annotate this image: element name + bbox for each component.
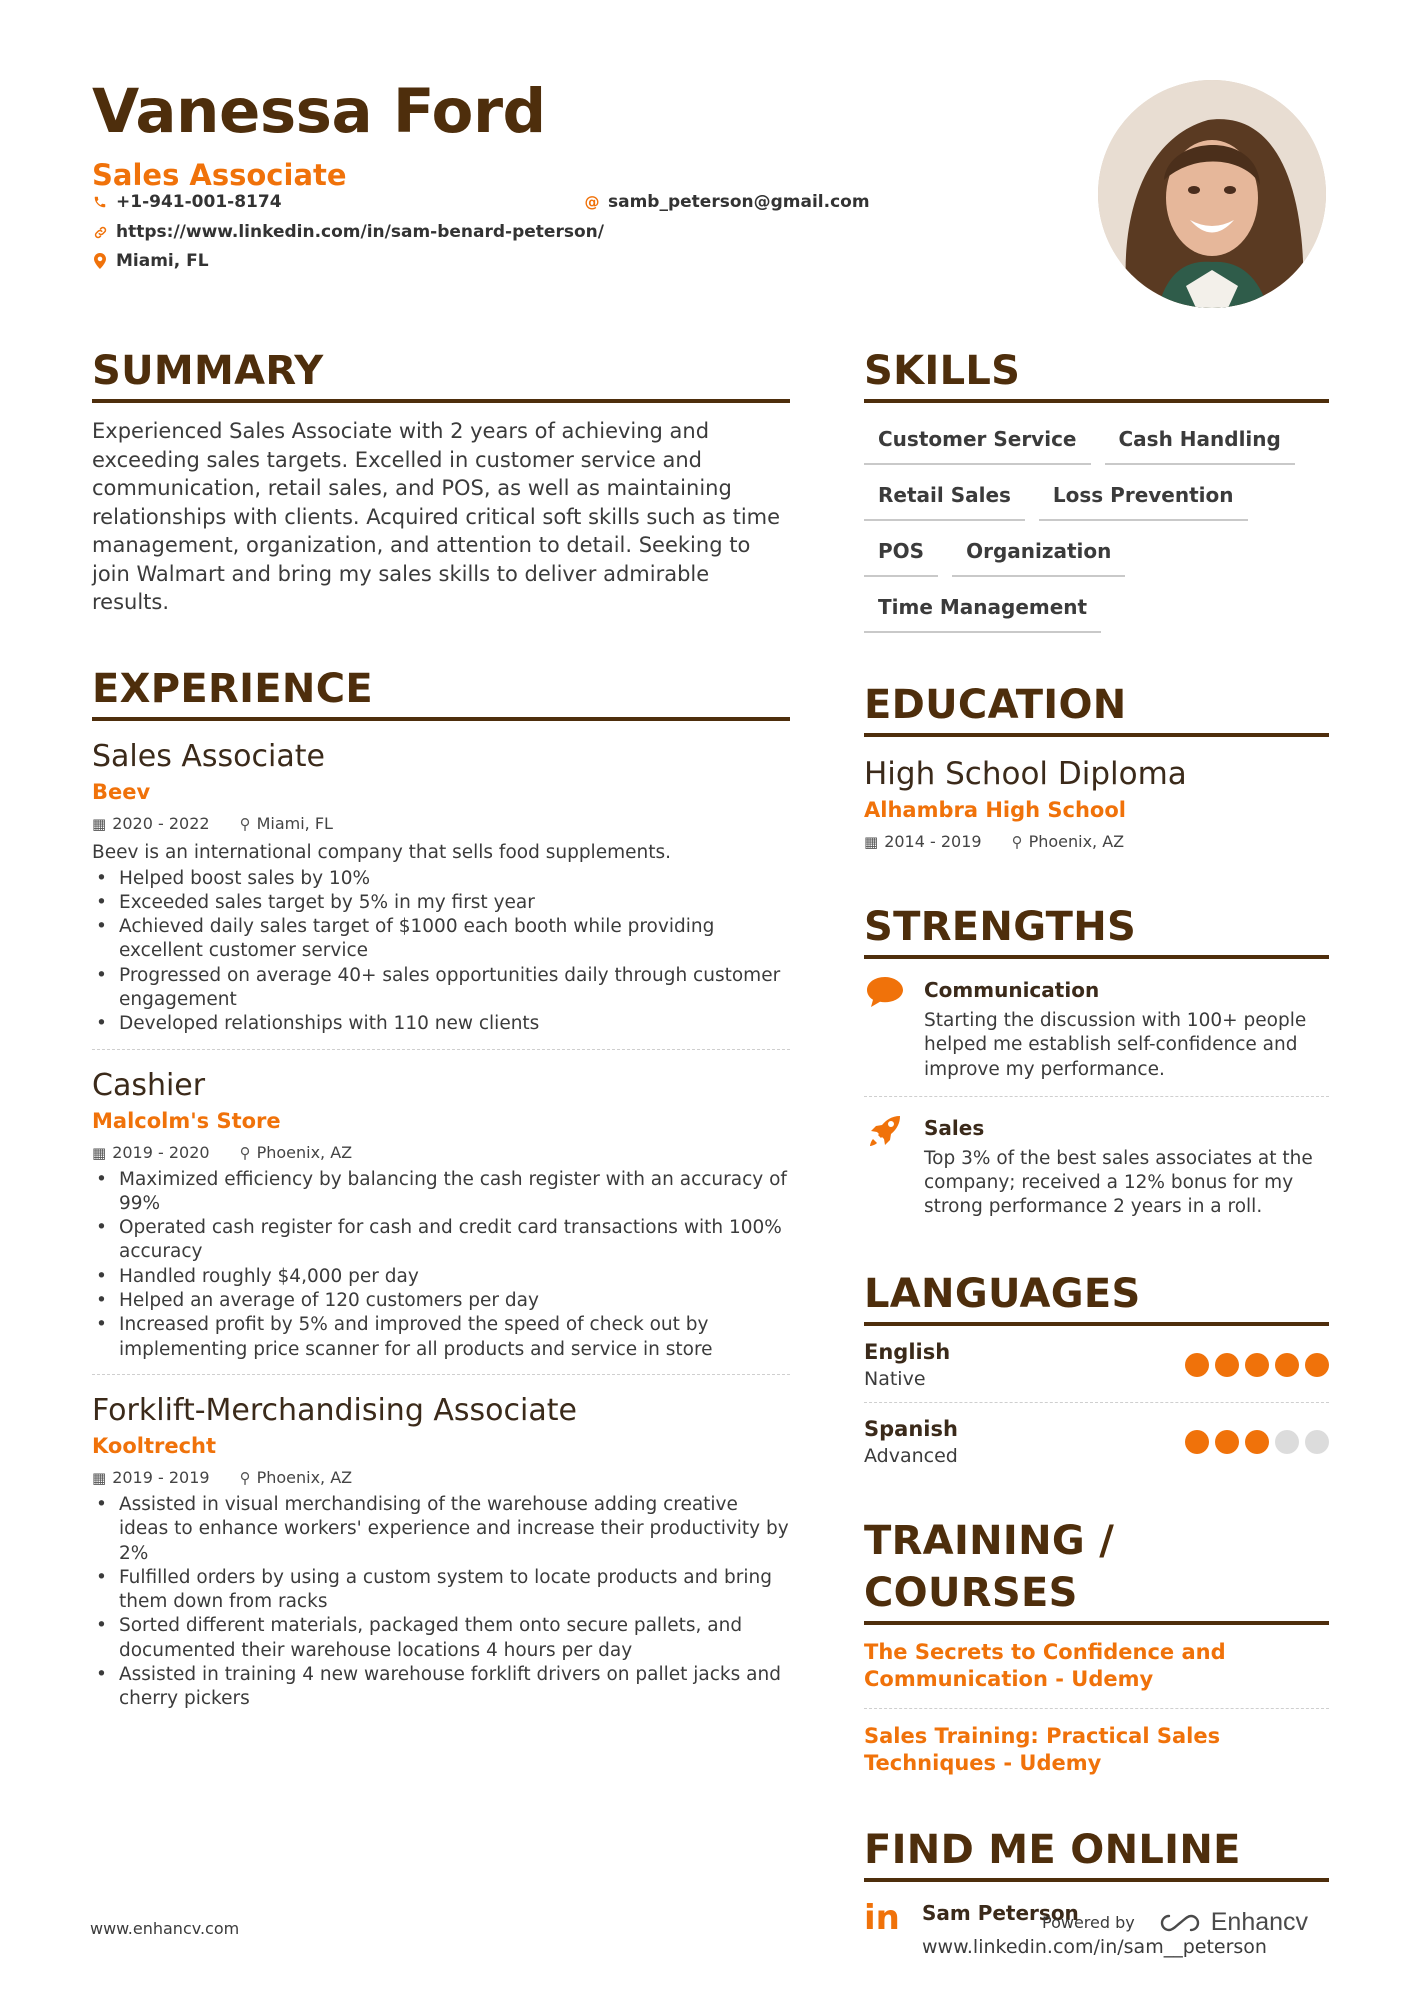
job-bullet: • Developed relationships with 110 new clients xyxy=(92,1012,790,1036)
strength-desc: Top 3% of the best sales associates at the company; received a 12% bonus for my strong performance 2 years in a roll. xyxy=(924,1147,1313,1218)
job-company: Kooltrecht xyxy=(92,1433,217,1458)
linkedin-icon: in xyxy=(864,1897,900,1938)
skills-list xyxy=(864,421,1329,633)
job-bullet: • Achieved daily sales target of $1000 each booth while providing excellent customer service xyxy=(92,915,790,964)
job-bullet: • Sorted different materials, packaged them onto secure pallets, and documented their warehouse locations 4 hours per day xyxy=(92,1614,790,1663)
job-dates: 2019 - 2019 xyxy=(112,1467,210,1487)
link-icon xyxy=(92,225,108,240)
experience-item xyxy=(92,737,790,1050)
skills-heading: SKILLS xyxy=(864,345,1329,403)
phone-text: +1-941-001-8174 xyxy=(116,192,282,212)
training-heading: TRAINING / COURSES xyxy=(864,1515,1329,1625)
skill-tag: POS xyxy=(864,533,938,577)
rating-dot-empty xyxy=(1305,1430,1329,1454)
rating-dot-filled xyxy=(1185,1353,1209,1377)
calendar-icon: ▦ xyxy=(92,1143,107,1162)
resume-header xyxy=(92,72,992,194)
skill-tag: Time Management xyxy=(864,589,1101,633)
education-dates: 2014 - 2019 xyxy=(884,832,982,851)
online-url[interactable]: www.linkedin.com/in/sam__peterson xyxy=(922,1935,1267,1958)
skill-tag: Organization xyxy=(952,533,1125,577)
job-meta xyxy=(92,1465,790,1491)
enhancv-logo-icon xyxy=(1157,1912,1203,1934)
job-bullets xyxy=(92,1168,790,1362)
job-dates: 2019 - 2020 xyxy=(112,1142,210,1162)
job-bullet: • Operated cash register for cash and credit card transactions with 100% accuracy xyxy=(92,1216,790,1265)
job-title: Forklift-Merchandising Associate xyxy=(92,1392,577,1428)
rating-dot-filled xyxy=(1185,1430,1209,1454)
candidate-role: Sales Associate xyxy=(92,158,347,192)
calendar-icon: ▦ xyxy=(864,833,879,851)
strength-desc: Starting the discussion with 100+ people helped me establish self-confidence and improve my performance. xyxy=(924,1010,1307,1080)
rating-dot-filled xyxy=(1275,1353,1299,1377)
location-pin-icon xyxy=(92,253,108,269)
job-dates: 2020 - 2022 xyxy=(112,813,210,833)
rating-dot-filled xyxy=(1245,1353,1269,1377)
degree-title: High School Diploma xyxy=(864,756,1187,792)
strength-item xyxy=(864,959,1329,1097)
job-company: Malcolm's Store xyxy=(92,1108,281,1133)
job-bullet: • Helped an average of 120 customers per day xyxy=(92,1289,790,1313)
skill-tag: Customer Service xyxy=(864,421,1091,465)
location-pin-icon: ⚲ xyxy=(239,814,251,833)
rating-dot-empty xyxy=(1275,1430,1299,1454)
phone-row xyxy=(92,192,282,212)
enhancv-logo[interactable] xyxy=(1157,1908,1308,1937)
skill-tag: Loss Prevention xyxy=(1039,477,1248,521)
rating-dot-filled xyxy=(1245,1430,1269,1454)
rating-dot-filled xyxy=(1215,1430,1239,1454)
job-bullet: • Assisted in visual merchandising of the warehouse adding creative ideas to enhance workers' experience and increase their productivity by 2% xyxy=(92,1493,790,1566)
job-bullet: • Increased profit by 5% and improved the speed of check out by implementing price scanner for all products and service in store xyxy=(92,1313,790,1362)
job-title: Cashier xyxy=(92,1067,206,1103)
rating-dot-filled xyxy=(1215,1353,1239,1377)
job-location: Miami, FL xyxy=(256,813,333,833)
job-bullets xyxy=(92,1493,790,1712)
summary-heading: SUMMARY xyxy=(92,345,790,403)
language-rating xyxy=(1185,1353,1329,1377)
job-location: Phoenix, AZ xyxy=(256,1142,353,1162)
calendar-icon: ▦ xyxy=(92,1468,107,1487)
job-bullet: • Maximized efficiency by balancing the cash register with an accuracy of 99% xyxy=(92,1168,790,1217)
online-heading: FIND ME ONLINE xyxy=(864,1824,1329,1882)
job-location: Phoenix, AZ xyxy=(256,1467,353,1487)
strength-item xyxy=(864,1097,1329,1234)
job-bullet: • Helped boost sales by 10% xyxy=(92,867,790,891)
powered-by-label: Powered by xyxy=(1042,1913,1135,1932)
strengths-heading: STRENGTHS xyxy=(864,901,1329,959)
footer-brand xyxy=(1042,1908,1308,1937)
job-bullet: • Fulfilled orders by using a custom system to locate products and bring them down from racks xyxy=(92,1566,790,1615)
right-column xyxy=(864,345,1329,1960)
course-item[interactable]: The Secrets to Confidence and Communication - Udemy xyxy=(864,1625,1329,1709)
education-location: Phoenix, AZ xyxy=(1028,832,1125,851)
rocket-icon xyxy=(864,1113,906,1220)
job-meta xyxy=(92,811,790,837)
experience-item xyxy=(92,1391,790,1712)
linkedin-link[interactable]: https://www.linkedin.com/in/sam-benard-peterson/ xyxy=(116,222,604,242)
strength-name: Communication xyxy=(924,978,1100,1002)
job-bullets xyxy=(92,867,790,1037)
language-level: Native xyxy=(864,1367,926,1390)
at-icon: @ xyxy=(584,193,600,211)
job-bullet: • Handled roughly $4,000 per day xyxy=(92,1265,790,1289)
strength-name: Sales xyxy=(924,1115,985,1140)
profile-photo xyxy=(1098,80,1326,308)
language-name: Spanish xyxy=(864,1416,958,1441)
location-row xyxy=(92,251,209,271)
summary-text: Experienced Sales Associate with 2 years of achieving and exceeding sales targets. Excelled in customer service and communication, retail sales, and POS, as well as maintaining relationships with clients. Acquired critical soft skills such as time management, organization, and attention to detail. Seeking to join Walmart and bring my sales skills to deliver admirable results. xyxy=(92,419,781,614)
online-name: Sam Peterson xyxy=(922,1900,1079,1925)
language-level: Advanced xyxy=(864,1444,958,1467)
experience-item xyxy=(92,1066,790,1375)
calendar-icon: ▦ xyxy=(92,814,107,833)
email-link[interactable]: samb_peterson@gmail.com xyxy=(608,192,870,212)
location-pin-icon: ⚲ xyxy=(239,1468,251,1487)
linkedin-row xyxy=(92,222,604,242)
enhancv-logo-text: Enhancv xyxy=(1210,1908,1309,1936)
education-heading: EDUCATION xyxy=(864,679,1329,737)
language-rating xyxy=(1185,1430,1329,1454)
job-company: Beev xyxy=(92,779,151,804)
left-column xyxy=(92,345,790,1712)
language-item xyxy=(864,1403,1329,1479)
footer-site[interactable]: www.enhancv.com xyxy=(90,1919,240,1938)
language-item xyxy=(864,1326,1329,1403)
location-pin-icon: ⚲ xyxy=(1011,833,1023,851)
location-text: Miami, FL xyxy=(116,251,209,271)
education-meta xyxy=(864,829,1329,855)
location-pin-icon: ⚲ xyxy=(239,1143,251,1162)
job-bullet: • Assisted in training 4 new warehouse forklift drivers on pallet jacks and cherry pickers xyxy=(92,1663,790,1712)
email-row xyxy=(584,192,870,212)
experience-heading: EXPERIENCE xyxy=(92,663,790,721)
course-item[interactable]: Sales Training: Practical Sales Techniques - Udemy xyxy=(864,1723,1221,1776)
phone-icon xyxy=(92,195,108,209)
language-name: English xyxy=(864,1339,951,1364)
job-bullet: • Exceeded sales target by 5% in my first year xyxy=(92,891,790,915)
languages-heading: LANGUAGES xyxy=(864,1268,1329,1326)
rating-dot-filled xyxy=(1305,1353,1329,1377)
job-meta xyxy=(92,1140,790,1166)
skill-tag: Retail Sales xyxy=(864,477,1025,521)
school-name: Alhambra High School xyxy=(864,798,1126,822)
job-bullet: • Progressed on average 40+ sales opportunities daily through customer engagement xyxy=(92,964,790,1013)
speech-bubble-icon xyxy=(864,975,906,1082)
job-title: Sales Associate xyxy=(92,738,325,774)
candidate-name: Vanessa Ford xyxy=(92,76,546,147)
skill-tag: Cash Handling xyxy=(1105,421,1295,465)
job-description: Beev is an international company that sells food supplements. xyxy=(92,841,671,863)
